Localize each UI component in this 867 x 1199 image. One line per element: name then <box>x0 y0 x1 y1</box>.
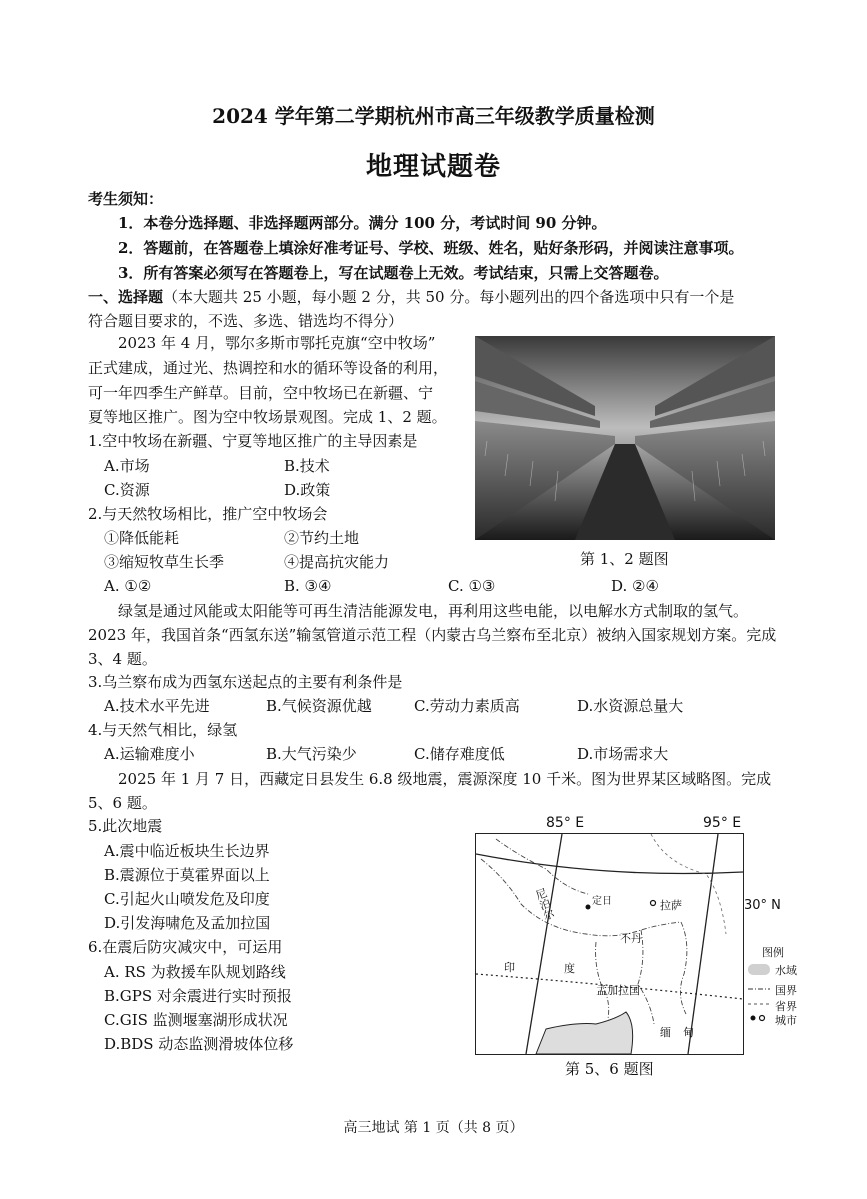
q4-option-c: C.储存难度低 <box>414 745 505 763</box>
map-label-nepal: 尼泊尔 <box>532 886 557 923</box>
q5-option-b: B.震源位于莫霍界面以上 <box>104 866 270 884</box>
map-label-bangladesh: 孟加拉国 <box>596 984 640 997</box>
map-label-dingri: 定日 <box>592 896 612 907</box>
paper-subtitle: 地理试题卷 <box>365 152 501 182</box>
notice-item-1: 1．本卷分选择题、非选择题两部分。满分 100 分，考试时间 90 分钟。 <box>118 214 607 232</box>
map-label-india-1: 印 <box>504 961 515 974</box>
passage2: 绿氢是通过风能或太阳能等可再生清洁能源发电，再利用这些电能，以电解水方式制取的氢气。2023 年，我国首条“西氢东送”输氢管道示范工程（内蒙古乌兰察布至北京）被纳入国家规划方案。完成 3、4 题。 <box>88 602 777 668</box>
q1-stem: 1.空中牧场在新疆、宁夏等地区推广的主导因素是 <box>88 432 418 450</box>
map-lon-95: 95° E <box>703 815 742 831</box>
map-label-lhasa: 拉萨 <box>660 899 682 912</box>
q2-option-a: A. ①② <box>104 577 152 595</box>
q3-option-c: C.劳动力素质高 <box>414 697 520 715</box>
q5-stem: 5.此次地震 <box>88 817 163 835</box>
notice-item-3: 3．所有答案必须写在答题卷上，写在试题卷上无效。考试结束，只需上交答题卷。 <box>118 264 669 282</box>
q5-option-d: D.引发海啸危及孟加拉国 <box>104 914 271 932</box>
q5-option-c: C.引起火山喷发危及印度 <box>104 890 270 908</box>
q2-item-2: ②节约土地 <box>284 529 360 547</box>
q2-option-b: B. ③④ <box>284 577 332 595</box>
q4-option-d: D.市场需求大 <box>577 745 669 763</box>
legend-city: 城市 <box>775 1014 797 1027</box>
q6-option-d: D.BDS 动态监测滑坡体位移 <box>104 1035 294 1053</box>
q2-option-c: C. ①③ <box>448 577 496 595</box>
exam-title: 2024 学年第二学期杭州市高三年级教学质量检测 <box>212 104 655 128</box>
q2-stem: 2.与天然牧场相比，推广空中牧场会 <box>88 505 328 523</box>
q2-item-3: ③缩短牧草生长季 <box>104 553 225 571</box>
q2-item-1: ①降低能耗 <box>104 529 180 547</box>
map-lon-85: 85° E <box>546 815 585 831</box>
q3-option-b: B.气候资源优越 <box>266 697 372 715</box>
map-lat-30: 30° N <box>744 898 781 913</box>
q3-option-a: A.技术水平先进 <box>104 697 210 715</box>
q2-item-4: ④提高抗灾能力 <box>284 553 390 571</box>
notice-item-2: 2．答题前，在答题卷上填涂好准考证号、学校、班级、姓名，贴好条形码，并阅读注意事项。 <box>118 239 744 257</box>
q3-stem: 3.乌兰察布成为西氢东送起点的主要有利条件是 <box>88 673 403 691</box>
passage1-line-2: 正式建成，通过光、热调控和水的循环等设备的利用， <box>88 359 449 377</box>
photo-caption: 第 1、2 题图 <box>580 550 669 568</box>
map-caption: 第 5、6 题图 <box>565 1060 654 1078</box>
sky-pasture-photo <box>475 336 775 540</box>
notice-heading: 考生须知： <box>88 190 164 208</box>
section-title: 一、选择题 <box>88 288 164 306</box>
passage1-line-1: 2023 年 4 月，鄂尔多斯市鄂托克旗“空中牧场” <box>118 334 436 352</box>
q6-option-c: C.GIS 监测堰塞湖形成状况 <box>104 1011 288 1029</box>
q1-option-b: B.技术 <box>284 457 330 475</box>
section-desc-2: 符合题目要求的，不选、多选、错选均不得分） <box>88 312 404 330</box>
q6-stem: 6.在震后防灾减灾中，可运用 <box>88 938 283 956</box>
q1-option-a: A.市场 <box>104 457 150 475</box>
q6-option-b: B.GPS 对余震进行实时预报 <box>104 987 292 1005</box>
legend-symbols <box>748 984 772 1024</box>
q1-option-d: D.政策 <box>284 481 331 499</box>
q1-option-c: C.资源 <box>104 481 150 499</box>
passage3: 2025 年 1 月 7 日，西藏定日县发生 6.8 级地震，震源深度 10 千米。图为世界某区域略图。完成 5、6 题。 <box>88 770 772 812</box>
q2-option-d: D. ②④ <box>611 577 659 595</box>
page-footer: 高三地试 第 1 页（共 8 页） <box>343 1120 524 1136</box>
passage1-line-3: 可一年四季生产鲜草。目前，空中牧场已在新疆、宁 <box>88 384 434 402</box>
passage1-line-4: 夏等地区推广。图为空中牧场景观图。完成 1、2 题。 <box>88 408 447 426</box>
map-label-india-2: 度 <box>564 962 575 975</box>
q5-option-a: A.震中临近板块生长边界 <box>104 842 270 860</box>
map-label-bhutan: 不丹 <box>620 932 642 945</box>
map-label-myanmar: 缅甸 <box>660 1026 706 1039</box>
q3-option-d: D.水资源总量大 <box>577 697 684 715</box>
legend-title: 图例 <box>762 946 784 959</box>
section-desc-1: （本大题共 25 小题，每小题 2 分，共 50 分。每小题列出的四个备选项中只有一个是 <box>163 288 735 306</box>
legend-water-swatch <box>748 964 770 975</box>
q4-option-a: A.运输难度小 <box>104 745 195 763</box>
legend-water: 水域 <box>775 964 797 977</box>
q4-stem: 4.与天然气相比，绿氢 <box>88 721 238 739</box>
legend-province: 省界 <box>775 1000 797 1013</box>
q4-option-b: B.大气污染少 <box>266 745 357 763</box>
section-heading <box>88 286 734 308</box>
legend-border: 国界 <box>775 984 797 997</box>
q6-option-a: A. RS 为救援车队规划路线 <box>104 963 286 981</box>
region-map <box>475 833 744 1055</box>
